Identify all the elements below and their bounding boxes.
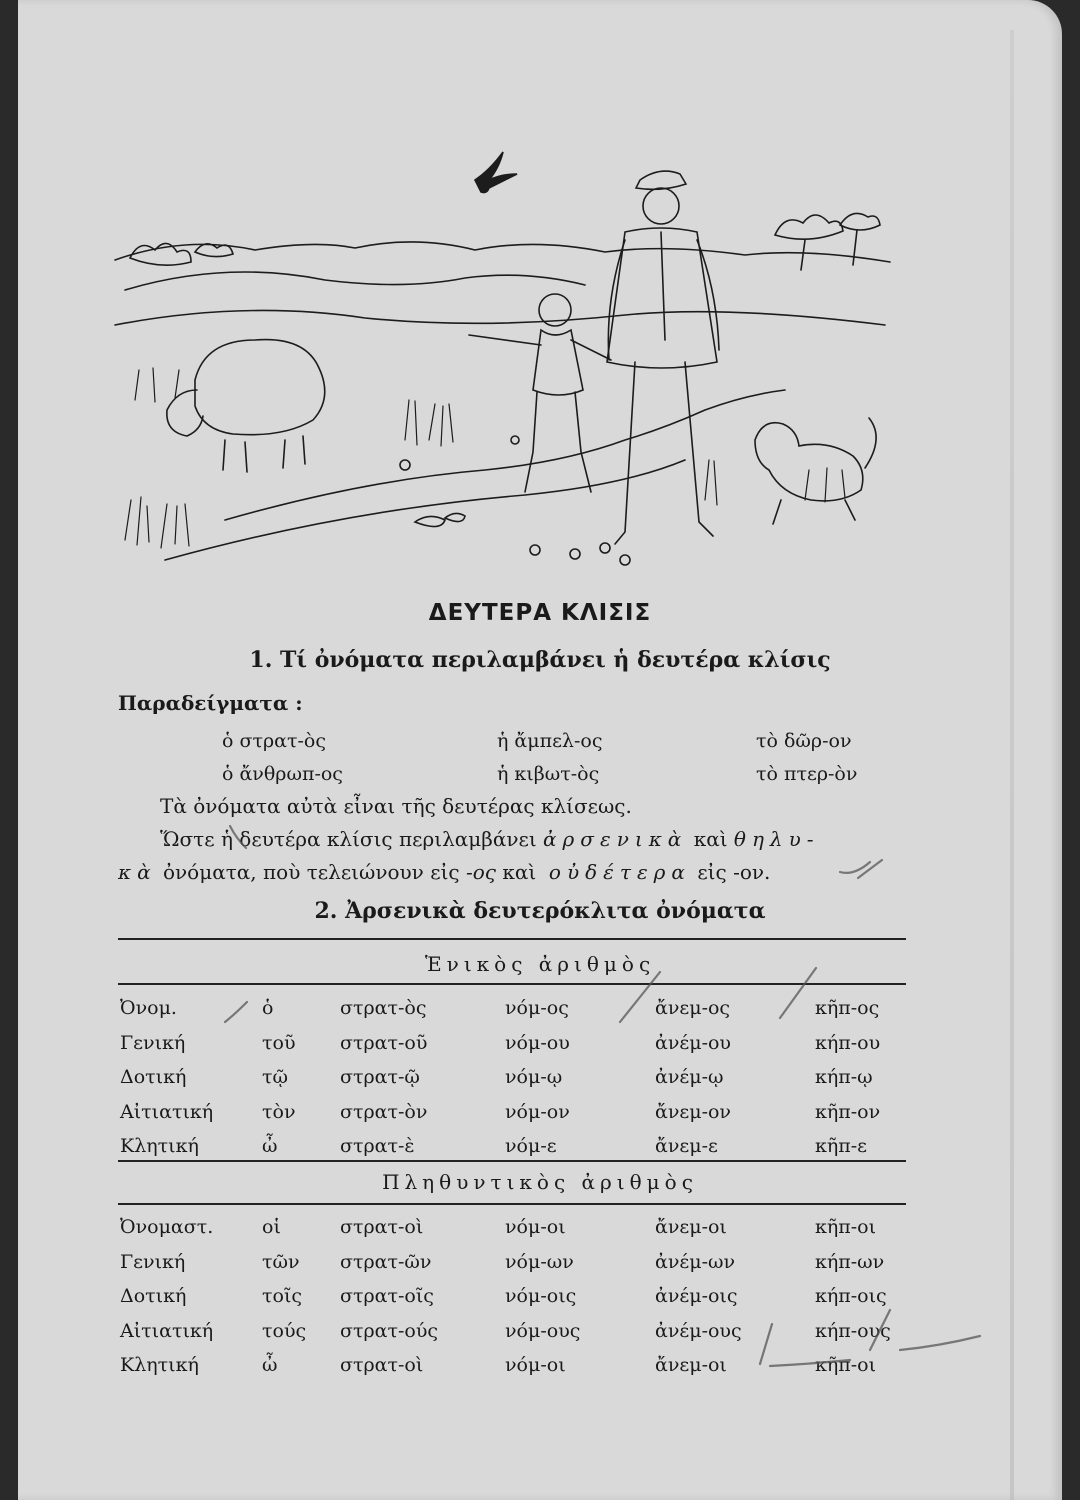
man [607, 171, 719, 544]
trees-left [130, 243, 233, 265]
singular-cell: ἄνεμ-ος [655, 997, 731, 1019]
swallow [475, 152, 517, 193]
para2-ending: -ον. [733, 860, 771, 884]
plural-cell: νόμ-ων [505, 1250, 574, 1273]
para2-emphasis: θηλυ- [733, 827, 820, 851]
plural-cell: ἄνεμ-οι [655, 1216, 727, 1238]
plural-cell: ὦ [262, 1354, 278, 1376]
sheep [167, 340, 325, 472]
singular-cell: τῷ [262, 1066, 289, 1088]
table-rule [118, 938, 906, 940]
plural-cell: Δοτική [120, 1285, 187, 1307]
example-item: ἡ ἄμπελ-ος [497, 730, 603, 752]
paragraph-1: Τὰ ὀνόματα αὐτὰ εἶναι τῆς δευτέρας κλίσεως. [160, 794, 632, 818]
plural-cell: κῆπ-οι [815, 1216, 877, 1238]
plural-cell: νόμ-οις [505, 1285, 577, 1307]
singular-cell: Δοτική [120, 1066, 187, 1088]
singular-cell: ἄνεμ-ε [655, 1135, 718, 1157]
plural-cell: κῆπ-οι [815, 1354, 877, 1376]
singular-cell: νόμ-ῳ [505, 1066, 563, 1088]
para2-text: Ὥστε ἡ δευτέρα κλίσις περιλαμβάνει [160, 827, 537, 851]
para2-text: καὶ [502, 860, 537, 884]
singular-cell: ἀνέμ-ῳ [655, 1066, 724, 1088]
example-item: ὁ στρατ-ὸς [222, 730, 326, 752]
examples-label: Παραδείγματα : [118, 691, 303, 715]
para2-emphasis: ἀρσενικὰ [543, 827, 688, 851]
singular-cell: νόμ-ε [505, 1135, 557, 1157]
plural-cell: νόμ-οι [505, 1216, 566, 1238]
plural-cell: κήπ-οις [815, 1285, 887, 1307]
example-item: τὸ πτερ-ὸν [756, 763, 858, 785]
singular-cell: κῆπ-ε [815, 1135, 868, 1157]
para2-emphasis: οὐδέτερα [548, 860, 691, 884]
table-rule [118, 983, 906, 985]
plural-cell: τοῖς [262, 1285, 303, 1307]
para2-text: εἰς [697, 860, 727, 884]
example-item: ὁ ἄνθρωπ-ος [222, 763, 343, 785]
singular-cell: ἀνέμ-ου [655, 1031, 731, 1054]
section-1-title: 1. Τί ὀνόματα περιλαμβάνει ἡ δευτέρα κλίσις [249, 647, 831, 673]
singular-cell: ἄνεμ-ον [655, 1100, 731, 1123]
trees-right [775, 213, 880, 270]
plural-cell: τῶν [262, 1250, 300, 1273]
singular-cell: στρατ-ὲ [340, 1135, 415, 1157]
singular-cell: νόμ-ος [505, 997, 569, 1019]
singular-cell: ὦ [262, 1135, 278, 1157]
plural-cell: Ὀνομαστ. [120, 1216, 214, 1238]
plural-cell: Κλητική [120, 1354, 199, 1376]
singular-cell: κήπ-ου [815, 1031, 881, 1054]
table-rule [118, 1203, 906, 1205]
page-title: ΔΕΥΤΕΡΑ ΚΛΙΣΙΣ [428, 600, 652, 626]
singular-cell: κῆπ-ον [815, 1100, 881, 1123]
singular-cell: ὁ [262, 997, 274, 1019]
para2-text: καὶ [693, 827, 728, 851]
paragraph-2-line-1 [160, 827, 820, 851]
singular-cell: κῆπ-ος [815, 997, 880, 1019]
singular-cell: νόμ-ον [505, 1100, 570, 1123]
section-2-title: 2. Ἀρσενικὰ δευτερόκλιτα ὀνόματα [314, 898, 766, 924]
singular-cell: στρατ-οῦ [340, 1031, 428, 1054]
plural-cell: στρατ-ούς [340, 1319, 439, 1342]
example-item: ἡ κιβωτ-ὸς [497, 763, 600, 785]
example-item: τὸ δῶρ-ον [756, 730, 852, 752]
plural-cell: στρατ-οὶ [340, 1216, 424, 1238]
plural-cell: οἱ [262, 1216, 281, 1238]
singular-cell: τοῦ [262, 1031, 296, 1054]
plural-cell: Αἰτιατική [120, 1319, 214, 1342]
singular-cell: Αἰτιατική [120, 1100, 214, 1123]
plural-cell: στρατ-οῖς [340, 1285, 434, 1307]
singular-cell: στρατ-ὸν [340, 1100, 428, 1123]
plural-cell: νόμ-οι [505, 1354, 566, 1376]
plural-cell: Γενική [120, 1250, 186, 1273]
hills [115, 242, 890, 262]
singular-caption: Ἑνικὸς ἀριθμὸς [424, 952, 656, 976]
plural-cell: κήπ-ους [815, 1319, 891, 1342]
plural-cell: νόμ-ους [505, 1319, 581, 1342]
singular-cell: στρατ-ῷ [340, 1066, 420, 1088]
stones [415, 513, 465, 526]
table-rule [118, 1160, 906, 1162]
plural-cell: τούς [262, 1319, 307, 1342]
plural-caption: Πληθυντικὸς ἀριθμὸς [382, 1170, 698, 1194]
para2-ending: -ος [465, 860, 496, 884]
dog [755, 418, 876, 524]
plural-cell: ἀνέμ-ων [655, 1250, 736, 1273]
paragraph-2-line-2 [118, 860, 770, 884]
singular-cell: τὸν [262, 1100, 296, 1123]
plural-cell: ἀνέμ-ους [655, 1319, 742, 1342]
plural-cell: ἀνέμ-οις [655, 1285, 738, 1307]
flowers [400, 436, 630, 565]
illustration [105, 140, 895, 580]
singular-cell: Κλητική [120, 1135, 199, 1157]
page-edge [1010, 30, 1014, 1500]
singular-cell: Ὀνομ. [120, 997, 177, 1019]
para2-text: ὀνόματα, ποὺ τελειώνουν εἰς [162, 860, 460, 884]
plural-cell: στρατ-ῶν [340, 1250, 432, 1273]
plural-cell: στρατ-οὶ [340, 1354, 424, 1376]
path [225, 390, 785, 520]
singular-cell: νόμ-ου [505, 1031, 570, 1054]
plural-cell: κήπ-ων [815, 1250, 885, 1273]
singular-cell: κήπ-ῳ [815, 1066, 873, 1088]
para2-emphasis: κὰ [118, 860, 157, 884]
singular-cell: στρατ-ὸς [340, 997, 427, 1019]
plural-cell: ἄνεμ-οι [655, 1354, 727, 1376]
singular-cell: Γενική [120, 1031, 186, 1054]
grass [125, 368, 845, 548]
